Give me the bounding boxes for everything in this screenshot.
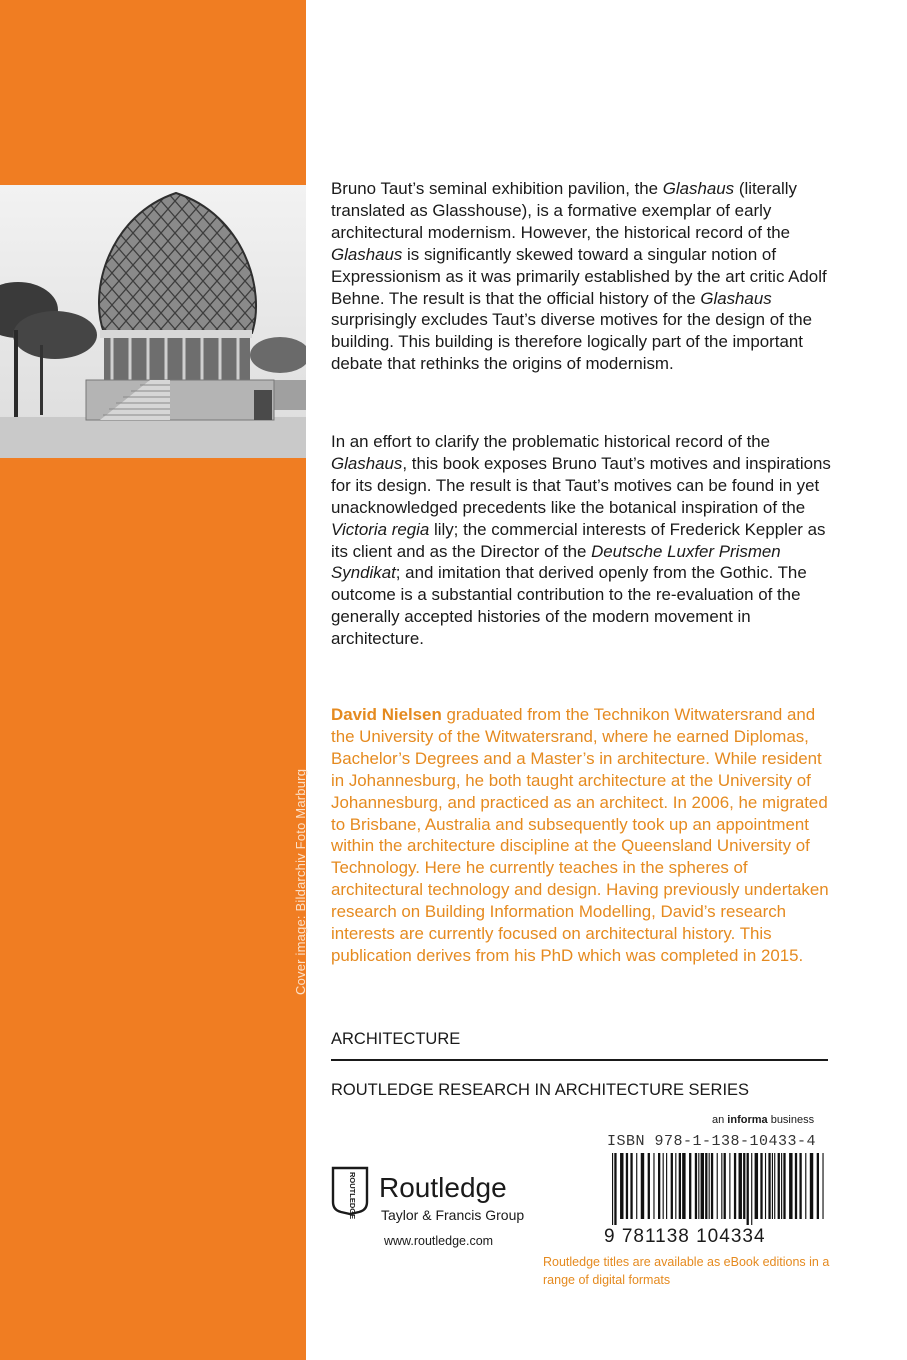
barcode-number: 9 781138 104334 (604, 1226, 766, 1247)
blurb-text: Bruno Taut’s seminal exhibition pavilion, the (331, 179, 663, 198)
ebook-note: Routledge titles are available as eBook editions in a range of digital formats (543, 1255, 830, 1287)
barcode-bar (653, 1153, 654, 1219)
barcode-bar (612, 1153, 613, 1225)
barcode-bar (630, 1153, 632, 1219)
blurb-text: lily; the commercial interests of Frederick Keppler as its client and as the Director of the (331, 519, 826, 561)
barcode-bar (671, 1153, 673, 1219)
blurb-text: , this book exposes Bruno Taut’s motives and inspirations for its design. The result is that Taut’s motives can be found in yet unacknowledged precedents like the botanical inspiration of the (331, 453, 831, 517)
barcode-bar (774, 1153, 775, 1219)
barcode-bar (721, 1153, 722, 1219)
barcode-bar (789, 1153, 792, 1219)
italic-title-text: Glashaus (662, 179, 735, 198)
barcode-bar (822, 1153, 823, 1219)
italic-title-text: Glashaus (331, 453, 403, 473)
cover-image-credit: Cover image: Bildarchiv Foto Marburg (293, 768, 308, 995)
italic-title-text: Glashaus (700, 288, 772, 308)
author-bio (331, 704, 831, 967)
barcode-bar (663, 1153, 664, 1219)
barcode-bar (675, 1153, 676, 1219)
cover-photo-glashaus (0, 185, 306, 458)
barcode-bar (743, 1153, 745, 1219)
italic-title-text: Glashaus (331, 244, 403, 264)
barcode-bar (772, 1153, 773, 1219)
blurb-text: (literally translated as Glasshouse), is a formative exemplar of early architectural modernism. However, the historical record of the (331, 179, 798, 242)
barcode-bar (689, 1153, 691, 1219)
barcode-bar (679, 1153, 681, 1219)
barcode-bar (747, 1153, 749, 1225)
barcode-bar (739, 1153, 742, 1219)
barcode-bar (698, 1153, 699, 1219)
barcode-bar (805, 1153, 806, 1219)
barcode-bar (760, 1153, 762, 1219)
barcode-bar (626, 1153, 628, 1219)
barcode-bar (799, 1153, 801, 1219)
barcode-bar (705, 1153, 707, 1219)
series-title: ROUTLEDGE RESEARCH IN ARCHITECTURE SERIES (331, 1081, 750, 1099)
barcode-bar (620, 1153, 623, 1219)
italic-title-text: Deutsche Luxfer Prismen Syndikat (331, 541, 781, 583)
blurb-text: is significantly skewed toward a singular notion of Expressionism as it was primarily established by the art critic Adolf Behne. The result is that the official history of the (331, 244, 827, 308)
barcode-bar (810, 1153, 813, 1219)
routledge-logo-icon (331, 1166, 369, 1228)
blurb-text: surprisingly excludes Taut’s diverse motives for the design of the building. This building is therefore logically part of the important debate that rethinks the origins of modernism. (331, 310, 813, 374)
barcode-bar (768, 1153, 770, 1219)
barcode-bar (778, 1153, 780, 1219)
barcode-bar (614, 1153, 616, 1225)
barcode-bar (709, 1153, 710, 1219)
barcode-bars (610, 1153, 827, 1225)
barcode-bar (666, 1153, 667, 1219)
isbn-text: ISBN 978-1-138-10433-4 (607, 1133, 817, 1150)
italic-title-text: Victoria regia (331, 519, 430, 539)
barcode-bar (682, 1153, 685, 1219)
informa-business-label (712, 1114, 814, 1126)
barcode-bar (658, 1153, 660, 1219)
barcode-bar (765, 1153, 766, 1219)
barcode-bar (701, 1153, 704, 1219)
informa-pre: an (712, 1114, 728, 1126)
barcode-bar (729, 1153, 730, 1219)
publisher-group: Taylor & Francis Group (381, 1207, 525, 1223)
divider-rule (331, 1059, 828, 1061)
informa-brand: informa (727, 1114, 768, 1126)
barcode-bar (648, 1153, 650, 1219)
author-bio-text: graduated from the Technikon Witwatersrand and the University of the Witwatersrand, where he earned Diplomas, Bachelor’s Degrees and a Master’s in architecture. While resident in Johannesburg, he both taught architecture at the University of Johannesburg, and practiced as an architect. In 2006, he migrated to Brisbane, Australia and subsequently took up an appointment within the architecture discipline at the Queensland University of Technology. Here he currently teaches in the spheres of architectural technology and design. Having previously undertaken research on Building Information Modelling, David’s research interests are currently focused on architectural history. This publication derives from his PhD which was completed in 2015. (331, 705, 829, 965)
barcode-bar (695, 1153, 697, 1219)
subject-category: ARCHITECTURE (331, 1030, 461, 1048)
barcode-bar (783, 1153, 785, 1219)
barcode-bar (717, 1153, 718, 1219)
blurb-text: In an effort to clarify the problematic historical record of the (331, 432, 771, 451)
barcode-bar (755, 1153, 758, 1219)
author-name: David Nielsen (331, 705, 442, 724)
barcode-bar (724, 1153, 726, 1219)
barcode-bar (641, 1153, 644, 1219)
routledge-logo-text: ROUTLEDGE (348, 1172, 357, 1220)
barcode-bar (751, 1153, 752, 1225)
barcode-bar (781, 1153, 782, 1219)
blurb-paragraph-1 (331, 178, 831, 375)
barcode-bar (795, 1153, 797, 1219)
blurb-paragraph-2 (331, 431, 831, 650)
barcode-bar (711, 1153, 713, 1219)
publisher-name: Routledge (379, 1172, 507, 1203)
informa-post: business (767, 1114, 815, 1126)
publisher-url[interactable]: www.routledge.com (384, 1234, 494, 1248)
barcode-bar (817, 1153, 819, 1219)
barcode-bar (734, 1153, 736, 1219)
blurb-text: ; and imitation that derived openly from the Gothic. The outcome is a substantial contribution to the re-evaluation of the generally accepted histories of the modern movement in architecture. (331, 563, 807, 649)
barcode-bar (636, 1153, 637, 1219)
